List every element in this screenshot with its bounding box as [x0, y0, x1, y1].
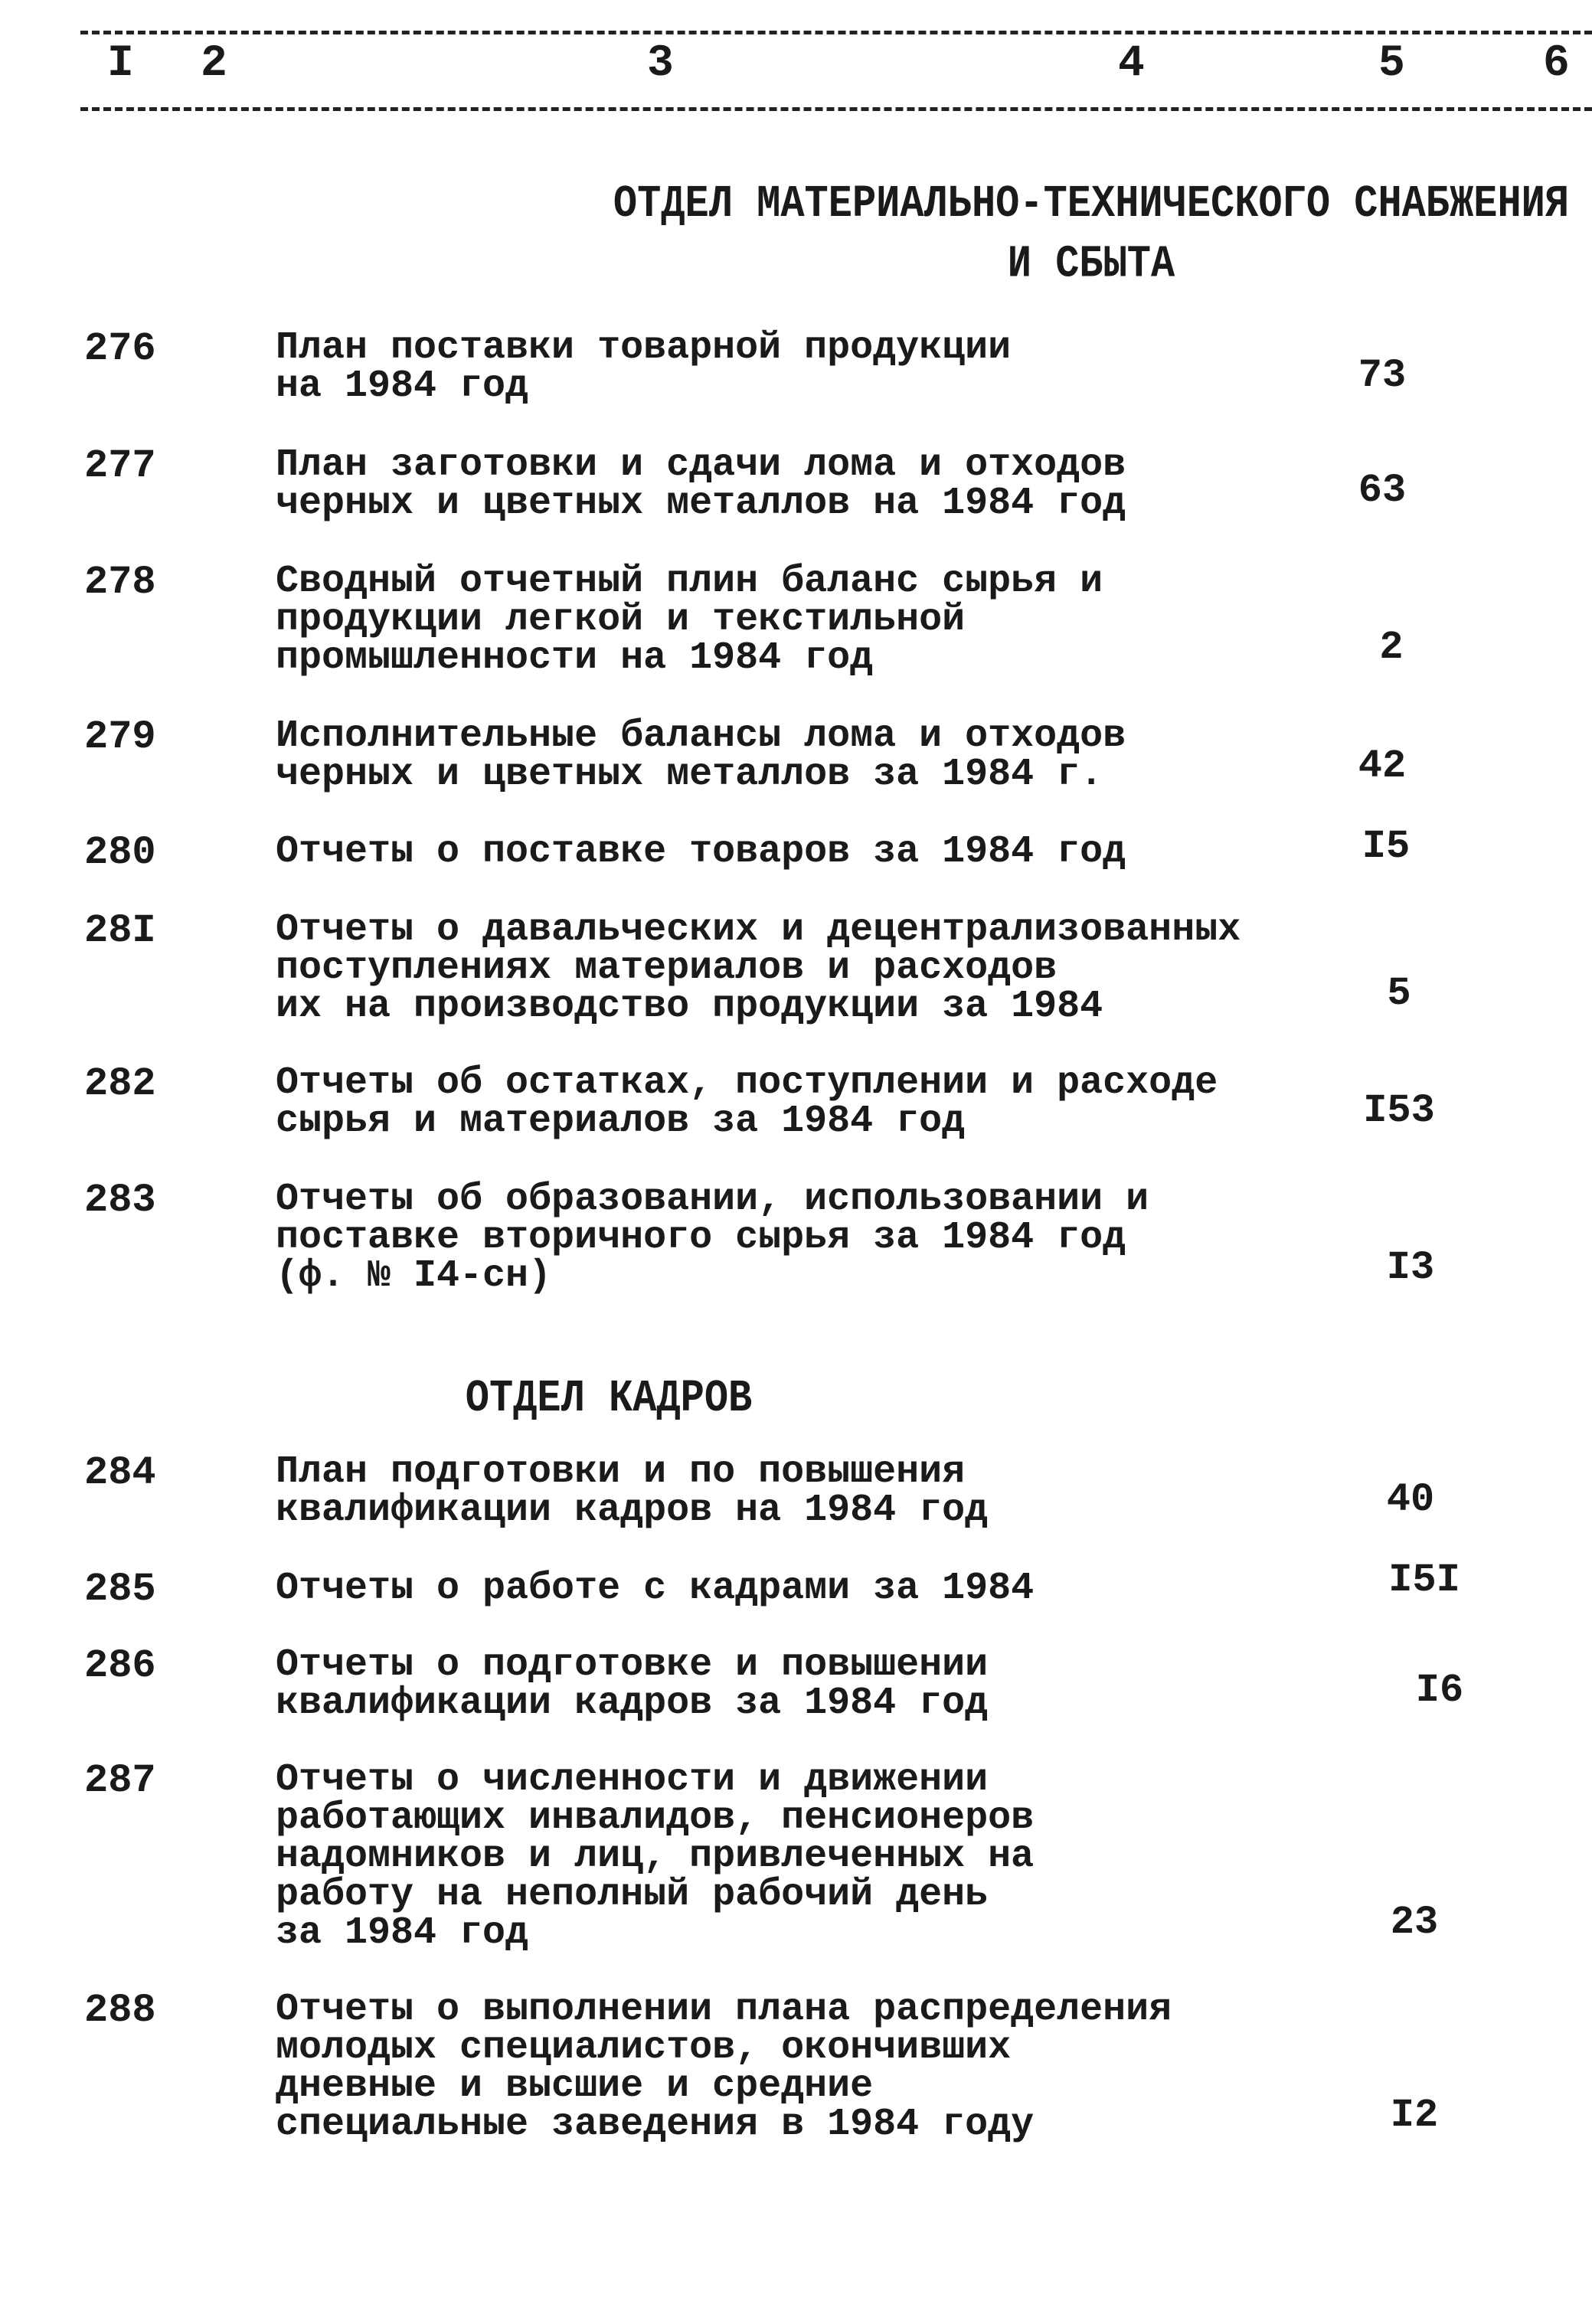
row-title: Отчеты о численности и движении работающих инвалидов, пенсионеров надомников и лиц, привлеченных на работу на неполный рабочий день за 1984 год — [276, 1758, 1035, 1955]
row-sheet-count: I6 — [1415, 1668, 1464, 1713]
row-title: План поставки товарной продукции на 1984 год — [276, 326, 1012, 408]
row-title: Отчеты об образовании, использовании и поставке вторичного сырья за 1984 год (ф. № I4-сн) — [276, 1178, 1149, 1298]
column-header-4: 4 — [1118, 39, 1145, 89]
column-header-2: 2 — [201, 39, 227, 89]
row-title: Отчеты о работе с кадрами за 1984 — [276, 1567, 1035, 1610]
row-sheet-count: 42 — [1358, 744, 1407, 789]
row-sheet-count: 40 — [1386, 1477, 1435, 1522]
section-heading-supply: ОТДЕЛ МАТЕРИАЛЬНО-ТЕХНИЧЕСКОГО СНАБЖЕНИЯ И СБЫТА — [613, 178, 1570, 290]
row-number: 282 — [84, 1061, 156, 1106]
row-sheet-count: 5 — [1387, 971, 1411, 1016]
row-title: Отчеты о подготовке и повышении квалификации кадров за 1984 год — [276, 1643, 989, 1725]
row-number: 279 — [84, 714, 156, 760]
row-title: План заготовки и сдачи лома и отходов черных и цветных металлов на 1984 год — [276, 443, 1126, 525]
row-number: 278 — [84, 560, 156, 605]
row-number: 277 — [84, 443, 156, 489]
row-title: Отчеты о давальческих и децентрализованных поступлениях материалов и расходов их на производство продукции за 1984 — [276, 908, 1241, 1028]
row-title: Исполнительные балансы лома и отходов черных и цветных металлов за 1984 г. — [276, 714, 1126, 796]
row-title: План подготовки и по повышения квалификации кадров на 1984 год — [276, 1450, 989, 1532]
row-number: 286 — [84, 1643, 156, 1688]
row-number: 285 — [84, 1567, 156, 1612]
column-header-6: 6 — [1543, 39, 1570, 89]
header-bottom-rule — [80, 107, 1592, 111]
row-number: 28I — [84, 908, 156, 953]
row-number: 276 — [84, 326, 156, 371]
row-sheet-count: 23 — [1390, 1900, 1439, 1945]
column-header-5: 5 — [1378, 39, 1405, 89]
row-sheet-count: 2 — [1379, 625, 1404, 670]
row-number: 284 — [84, 1450, 156, 1495]
column-header-3: 3 — [647, 39, 674, 89]
row-number: 288 — [84, 1988, 156, 2033]
row-sheet-count: I5 — [1362, 824, 1411, 869]
row-title: Сводный отчетный плин баланс сырья и продукции легкой и текстильной промышленности на 1984 год — [276, 560, 1103, 680]
row-number: 287 — [84, 1758, 156, 1803]
section-heading-personnel: ОТДЕЛ КАДРОВ — [465, 1372, 753, 1425]
row-number: 280 — [84, 830, 156, 875]
row-title: Отчеты об остатках, поступлении и расходе сырья и материалов за 1984 год — [276, 1061, 1218, 1143]
row-sheet-count: 63 — [1358, 468, 1407, 513]
row-sheet-count: 73 — [1358, 353, 1407, 398]
row-sheet-count: I5I — [1388, 1558, 1460, 1603]
column-header-1: I — [107, 39, 134, 89]
row-sheet-count: I53 — [1363, 1088, 1435, 1133]
header-top-rule — [80, 31, 1592, 34]
row-title: Отчеты о поставке товаров за 1984 год — [276, 830, 1126, 874]
row-sheet-count: I3 — [1386, 1245, 1435, 1290]
row-sheet-count: I2 — [1390, 2093, 1439, 2138]
row-title: Отчеты о выполнении плана распределения молодых специалистов, окончивших дневные и высшие и средние специальные заведения в 1984 году — [276, 1988, 1172, 2146]
row-number: 283 — [84, 1178, 156, 1223]
